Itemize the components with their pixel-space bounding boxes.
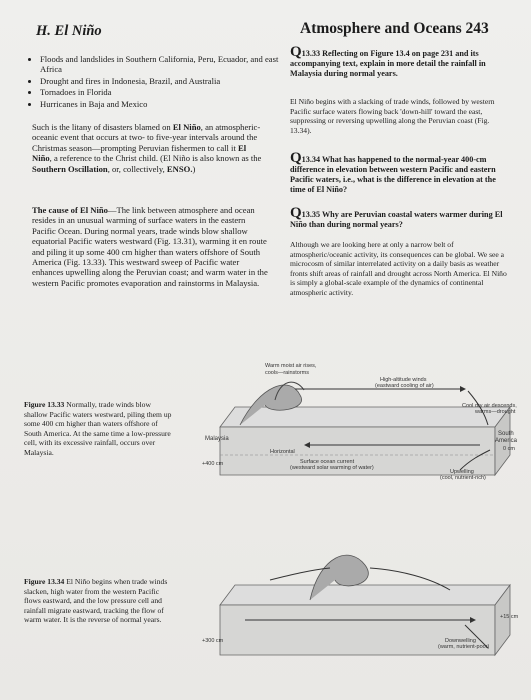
bullet-item: • Hurricanes in Baja and Mexico bbox=[40, 99, 280, 109]
disaster-bullet-list bbox=[26, 54, 280, 110]
high-altitude-label: High-altitude winds bbox=[380, 377, 427, 383]
zero-cm-label: 0 cm bbox=[503, 446, 515, 452]
cause-paragraph: The cause of El Niño—The link between atmosphere and ocean resides in an unusual warming of surface waters in the eastern Pacific Ocean. During normal years, trade winds blow shallow equatorial Pacific waters westward (Fig. 13.31), warming it en route and piling it up some 400 cm higher than waters offshore of South America (Fig. 13.33). This westward sweep of Pacific water enhances upwelling along the Peruvian coast; and warm water in the western Pacific promotes evaporation and rainstorms in Malaysia. bbox=[32, 205, 268, 288]
south-america-label: South bbox=[498, 431, 514, 437]
question-13-34: Q13.34 What has happened to the normal-year 400-cm difference in elevation between western Pacific and eastern Pacific waters, i.e., what is the difference in elevation at the time of El Niño? bbox=[290, 150, 496, 194]
surface-current-label: Surface ocean current bbox=[300, 459, 355, 465]
bullet-item: • Floods and landslides in Southern California, Peru, Ecuador, and east Africa bbox=[40, 54, 280, 75]
figure-13-33-diagram bbox=[200, 355, 525, 485]
intro-paragraph: Such is the litany of disasters blamed on El Niño, an atmospheric-oceanic event that occurs at two- to five-year intervals around the Christmas season—prompting Peruvian fishermen to call it El Niño, a reference to the Christ child. (El Niño is also known as the Southern Oscillation, or, collectively, ENSO.) bbox=[32, 122, 262, 174]
cause-lead: The cause of El Niño bbox=[32, 205, 108, 215]
arrowhead bbox=[460, 386, 466, 392]
cool-air-label: Cool dry air descends, bbox=[462, 403, 517, 409]
global-consequences-paragraph: Although we are looking here at only a narrow belt of atmospheric/oceanic activity, its consequences can be global. We see a microcosm of similar interrelated activity on a daily basis as weather fronts shift areas of rainfall and drought across North America. El Niño is simply a global-scale example of the dynamics of continental atmospheric activity. bbox=[290, 240, 507, 297]
downwelling-label: Downwelling bbox=[445, 638, 476, 644]
bullet-item: • Tornadoes in Florida bbox=[40, 87, 280, 97]
plus-15-cm-label: +15 cm bbox=[500, 614, 519, 620]
plus-300-cm-label: +300 cm bbox=[202, 638, 224, 644]
bullet-item: • Drought and fires in Indonesia, Brazil, and Australia bbox=[40, 76, 280, 86]
figure-13-34-caption: Figure 13.34 El Niño begins when trade winds slacken, high water from the western Pacific flows eastward, and the low pressure cell and rainfall migrate eastward, tracking the flow of warm water. It is the reverse of normal years. bbox=[24, 577, 168, 625]
upwelling-label: (cool, nutrient-rich) bbox=[440, 475, 486, 481]
ocean-surface-plane bbox=[220, 585, 510, 605]
question-13-33: Q13.33 Reflecting on Figure 13.4 on page 231 and its accompanying text, explain in more detail the rainfall in Malaysia during normal years. bbox=[290, 44, 486, 78]
surface-current-label: (westward solar warming of water) bbox=[290, 465, 374, 471]
figure-13-33-caption: Figure 13.33 Normally, trade winds blow shallow Pacific waters westward, piling them up some 400 cm higher than waters offshore of South America. At the same time a low-pressure cell, with its excessive rainfall, occurs over Malaysia. bbox=[24, 400, 172, 457]
downwelling-label: (warm, nutrient-poor) bbox=[438, 644, 490, 650]
cool-air-label: warms—drought bbox=[475, 409, 516, 415]
south-america-label: America bbox=[495, 438, 518, 444]
question-13-35: Q13.35 Why are Peruvian coastal waters warmer during El Niño than during normal years? bbox=[290, 205, 503, 229]
section-heading: H. El Niño bbox=[36, 23, 102, 39]
horizontal-label: Horizontal bbox=[270, 449, 295, 455]
running-head: Atmosphere and Oceans 243 bbox=[300, 20, 489, 37]
warm-air-label: Warm moist air rises, bbox=[265, 363, 317, 369]
plus-400-cm-label: +400 cm bbox=[202, 461, 224, 467]
warm-air-label: cools—rainstorms bbox=[265, 370, 310, 376]
figure-13-34-diagram bbox=[200, 530, 525, 670]
high-altitude-label: (eastward cooling of air) bbox=[375, 383, 434, 389]
el-nino-begins-paragraph: El Niño begins with a slacking of trade winds, followed by western Pacific surface waters flowing back 'down-hill' toward the east, suppressing or reversing upwelling along the Peruvian coast (Fig. 13.34). bbox=[290, 97, 495, 135]
ocean-surface-plane bbox=[220, 407, 510, 427]
malaysia-label: Malaysia bbox=[205, 436, 229, 442]
upwelling-label: Upwelling bbox=[450, 469, 474, 475]
